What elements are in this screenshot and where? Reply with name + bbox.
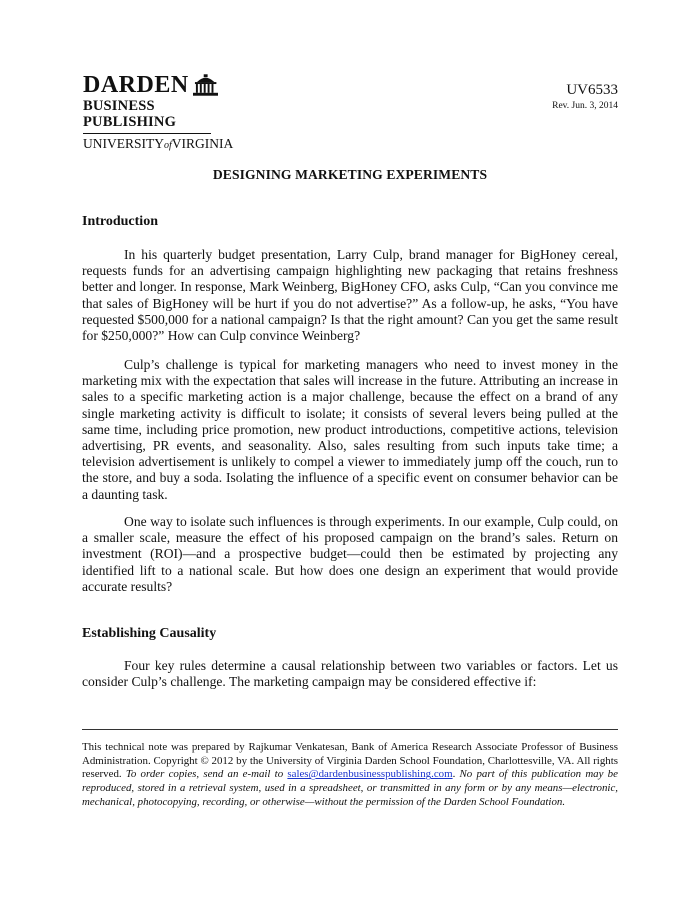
paragraph-3: One way to isolate such influences is through experiments. In our example, Culp could, on a smaller scale, measure the effect of his proposed campaign on the brand’s sales. Return on investment (ROI)—and a prospective budget—could then be estimated by projecting any identified lift to a national scale. But how does one design an experiment that would provide accurate results? — [82, 514, 618, 594]
causality-heading: Establishing Causality — [82, 626, 217, 641]
document-title: DESIGNING MARKETING EXPERIMENTS — [212, 167, 488, 182]
footnote: This technical note was prepared by Rajkumar Venkatesan, Bank of America Research Associate Professor of Business Administration. Copyright © 2012 by the University of Virginia Darden School Foundation, Charlottesville, VA. All rights reserved. To order copies, send an e-mail to sales@dardenbusinesspublishing.com. No part of this publication may be reproduced, stored in a retrieval system, used in a spreadsheet, or transmitted in any form or by any means—electronic, mechanical, photocopying, recording, or otherwise—without the permission of the Darden School Foundation. — [82, 741, 618, 808]
rotunda-icon — [193, 74, 218, 96]
document-id-block — [552, 82, 618, 112]
revision-date: Rev. Jun. 3, 2014 — [552, 101, 618, 111]
logo-university: UNIVERSITYofVIRGINIA — [83, 136, 234, 151]
document-code: UV6533 — [566, 82, 618, 98]
email-link[interactable]: sales@dardenbusinesspublishing.com — [287, 768, 453, 781]
introduction-heading: Introduction — [82, 214, 158, 229]
paragraph-1: In his quarterly budget presentation, Larry Culp, brand manager for BigHoney cereal, requests funds for an advertising campaign highlighting new packaging that retains freshness better and longer. In response, Mark Weinberg, BigHoney CFO, asks Culp, “Can you convince me that sales of BigHoney will be hurt if you do not advertise?” As a follow-up, he asks, “You have requested $500,000 for a national campaign? Is that the right amount? Can you get the same result for $250,000?” How can Culp convince Weinberg? — [82, 247, 618, 344]
paragraph-2: Culp’s challenge is typical for marketing managers who need to invest money in the marketing mix with the expectation that sales will increase in the future. Attributing an increase in sales to a specific marketing action is a major challenge, because the effect on a brand of any single marketing activity is difficult to isolate; it consists of several levers being pulled at the same time, including price promotion, new product introductions, competitive actions, television advertising, PR events, and seasonality. Also, sales resulting from such inputs take time; a television advertisement is unlikely to compel a viewer to immediately jump off the couch, run to the store, and buy a soda. Isolating the influence of a specific event on consumer behavior can be a daunting task. — [82, 357, 618, 502]
logo-divider — [83, 133, 211, 134]
logo-darden-text: DARDEN — [83, 72, 189, 98]
darden-logo — [83, 72, 234, 153]
paragraph-4: Four key rules determine a causal relationship between two variables or factors. Let us consider Culp’s challenge. The marketing campaign may be considered effective if: — [82, 658, 618, 690]
footnote-divider — [82, 729, 618, 730]
logo-business-publishing: BUSINESS PUBLISHING — [83, 98, 177, 130]
